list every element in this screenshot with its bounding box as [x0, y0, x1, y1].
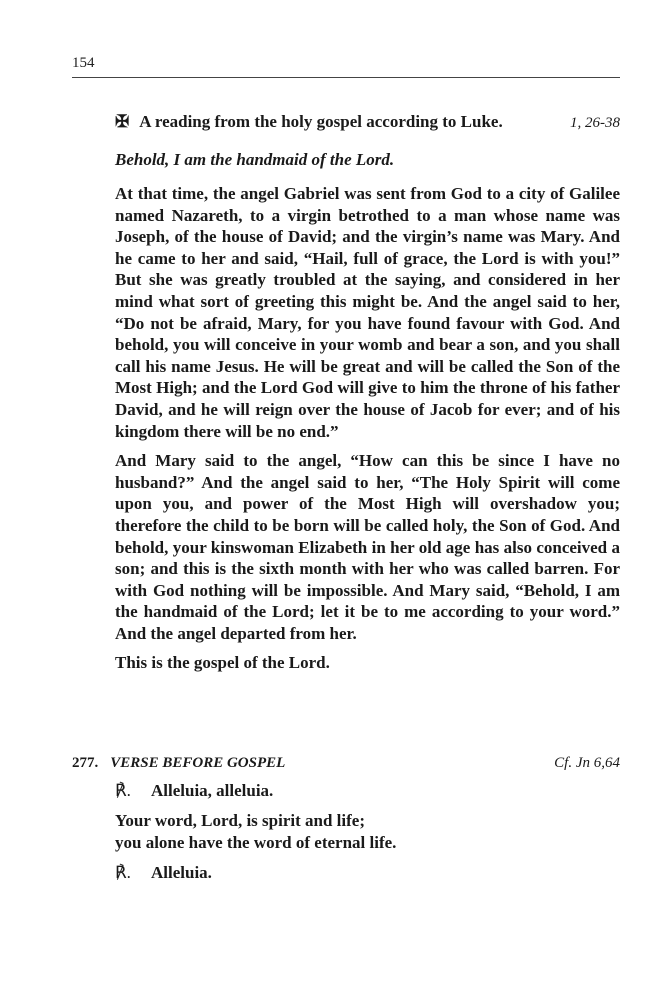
response-line	[115, 780, 620, 802]
cross-icon: ✠	[115, 112, 130, 131]
response-icon: ℟.	[115, 863, 131, 882]
verse-line: you alone have the word of eternal life.	[115, 833, 397, 852]
response-text: Alleluia.	[151, 863, 212, 882]
response-icon: ℟.	[115, 781, 131, 800]
reading-antiphon: Behold, I am the handmaid of the Lord.	[115, 150, 395, 169]
response-text: Alleluia, alleluia.	[151, 781, 274, 800]
section-title: VERSE BEFORE GOSPEL	[110, 755, 286, 771]
reading-title: A reading from the holy gospel according to Luke.	[139, 112, 503, 131]
reading-body	[115, 183, 620, 682]
paragraph: At that time, the angel Gabriel was sent from God to a city of Galilee named Nazareth, to a virgin betrothed to a man whose name was Joseph, of the house of David; and the virgin’s name was Mary. And he came to her and said, “Hail, full of grace, the Lord is with you!” But she was greatly troubled at the saying, and considered in her mind what sort of greeting this might be. And the angel said to her, “Do not be afraid, Mary, for you have found favour with God. And behold, you will conceive in your womb and bear a son, and you shall call his name Jesus. He will be great and will be called the Son of the Most High; and the Lord God will give to him the throne of his father David, and he will reign over the house of Jacob for ever; and of his kingdom there will be no end.”	[115, 184, 620, 441]
verse-block	[115, 780, 620, 884]
section-number: 277.	[72, 755, 99, 771]
response-line	[115, 862, 620, 884]
page-number: 154	[72, 55, 95, 71]
reading-heading	[115, 112, 620, 132]
verse-line: Your word, Lord, is spirit and life;	[115, 811, 365, 830]
reading-citation: 1, 26-38	[570, 115, 620, 131]
section-heading	[72, 755, 620, 772]
closing-line: This is the gospel of the Lord.	[115, 653, 330, 673]
header-rule	[72, 77, 620, 78]
paragraph: And Mary said to the angel, “How can this be since I have no husband?” And the angel said to her, “The Holy Spirit will come upon you, and power of the Most High will overshadow you; therefore the child to be born will be called holy, the Son of God. And behold, your kinswoman Elizabeth in her old age has also conceived a son; and this is the sixth month with her who was called barren. For with God nothing will be impossible. And Mary said, “Behold, I am the handmaid of the Lord; let it be to me according to your word.” And the angel departed from her.	[115, 451, 620, 643]
section-citation: Cf. Jn 6,64	[554, 755, 620, 771]
